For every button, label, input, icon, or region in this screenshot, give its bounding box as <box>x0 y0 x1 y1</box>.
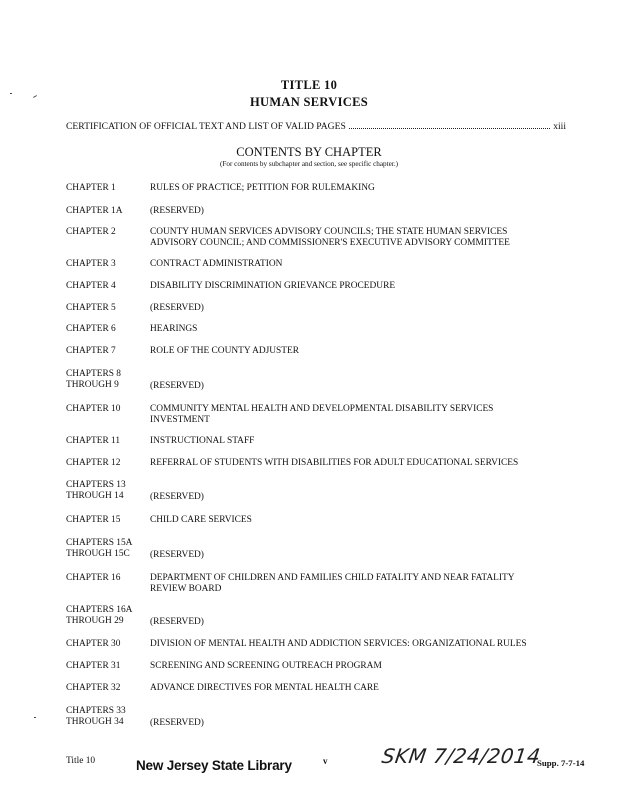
chapter-title: (RESERVED) <box>150 381 204 391</box>
contents-note: (For contents by subchapter and section, see specific chapter.) <box>219 160 399 168</box>
chapter-label: CHAPTER 15 <box>66 515 121 525</box>
chapter-label: CHAPTER 6 <box>66 324 116 334</box>
chapter-label-line2: THROUGH 29 <box>66 616 124 626</box>
chapter-title: RULES OF PRACTICE; PETITION FOR RULEMAKING <box>150 183 375 193</box>
title-number: TITLE 10 <box>280 78 338 92</box>
chapter-label <box>66 538 150 560</box>
chapter-label-line1: CHAPTERS 8 <box>66 369 121 379</box>
chapter-label-line1: CHAPTERS 16A <box>66 605 133 615</box>
library-stamp: New Jersey State Library <box>136 758 292 773</box>
chapter-title: ROLE OF THE COUNTY ADJUSTER <box>150 346 299 356</box>
chapter-title: (RESERVED) <box>150 492 204 502</box>
chapter-label-line1: CHAPTERS 33 <box>66 706 126 716</box>
chapter-label-line2: THROUGH 15C <box>66 549 130 559</box>
chapter-label <box>66 480 150 502</box>
chapter-label <box>66 369 150 391</box>
chapter-title: REFERRAL OF STUDENTS WITH DISABILITIES FOR ADULT EDUCATIONAL SERVICES <box>150 458 519 468</box>
contents-heading: CONTENTS BY CHAPTER <box>236 145 382 159</box>
chapter-label: CHAPTER 12 <box>66 458 121 468</box>
chapter-label: CHAPTER 2 <box>66 227 116 237</box>
scan-speck <box>34 717 36 718</box>
scan-speck <box>10 93 12 94</box>
chapter-label: CHAPTER 5 <box>66 303 116 313</box>
chapter-title: (RESERVED) <box>150 617 204 627</box>
certification-line <box>66 120 566 132</box>
chapter-label: CHAPTER 1A <box>66 206 123 216</box>
chapter-title: CHILD CARE SERVICES <box>150 515 252 525</box>
chapter-title: COMMUNITY MENTAL HEALTH AND DEVELOPMENTAL DISABILITY SERVICES INVESTMENT <box>150 404 494 425</box>
footer-title: Title 10 <box>66 756 96 766</box>
chapter-title: (RESERVED) <box>150 206 204 216</box>
chapter-title: HEARINGS <box>150 324 198 334</box>
chapter-title: INSTRUCTIONAL STAFF <box>150 436 255 446</box>
chapter-label: CHAPTER 7 <box>66 346 116 356</box>
certification-page: xiii <box>553 121 566 132</box>
certification-text: CERTIFICATION OF OFFICIAL TEXT AND LIST OF VALID PAGES <box>66 121 346 132</box>
chapter-label: CHAPTER 10 <box>66 404 121 414</box>
chapter-label: CHAPTER 4 <box>66 281 116 291</box>
page-number: v <box>323 756 328 766</box>
chapter-label-line2: THROUGH 34 <box>66 717 124 727</box>
chapter-label <box>66 706 150 728</box>
chapter-label-line2: THROUGH 9 <box>66 380 119 390</box>
chapter-title: SCREENING AND SCREENING OUTREACH PROGRAM <box>150 661 382 671</box>
chapter-label-line1: CHAPTERS 13 <box>66 480 126 490</box>
chapter-title: ADVANCE DIRECTIVES FOR MENTAL HEALTH CARE <box>150 683 379 693</box>
chapter-title: DEPARTMENT OF CHILDREN AND FAMILIES CHILD FATALITY AND NEAR FATALITY REVIEW BOARD <box>150 573 515 594</box>
chapter-label <box>66 605 150 627</box>
chapter-label: CHAPTER 30 <box>66 639 121 649</box>
chapter-label-line1: CHAPTERS 15A <box>66 538 133 548</box>
chapter-title: COUNTY HUMAN SERVICES ADVISORY COUNCILS; THE STATE HUMAN SERVICES ADVISORY COUNCIL; AND COMMISSIONER'S EXECUTIVE ADVISORY COMMITTEE <box>150 227 510 248</box>
chapter-title: DIVISION OF MENTAL HEALTH AND ADDICTION SERVICES: ORGANIZATIONAL RULES <box>150 639 527 649</box>
dot-leader <box>349 120 550 129</box>
chapter-label-line2: THROUGH 14 <box>66 491 124 501</box>
chapter-title: (RESERVED) <box>150 303 204 313</box>
chapter-label: CHAPTER 1 <box>66 183 116 193</box>
chapter-title: (RESERVED) <box>150 718 204 728</box>
supplement-date: Supp. 7-7-14 <box>537 758 585 768</box>
chapter-label: CHAPTER 16 <box>66 573 121 583</box>
chapter-label: CHAPTER 32 <box>66 683 121 693</box>
chapter-label: CHAPTER 11 <box>66 436 121 446</box>
handwritten-signature: SKM 7/24/2014 <box>380 744 543 768</box>
chapter-label: CHAPTER 3 <box>66 259 116 269</box>
chapter-title: CONTRACT ADMINISTRATION <box>150 259 283 269</box>
chapter-label: CHAPTER 31 <box>66 661 121 671</box>
chapter-title: (RESERVED) <box>150 550 204 560</box>
title-name: HUMAN SERVICES <box>249 95 368 109</box>
chapter-title: DISABILITY DISCRIMINATION GRIEVANCE PROCEDURE <box>150 281 396 291</box>
